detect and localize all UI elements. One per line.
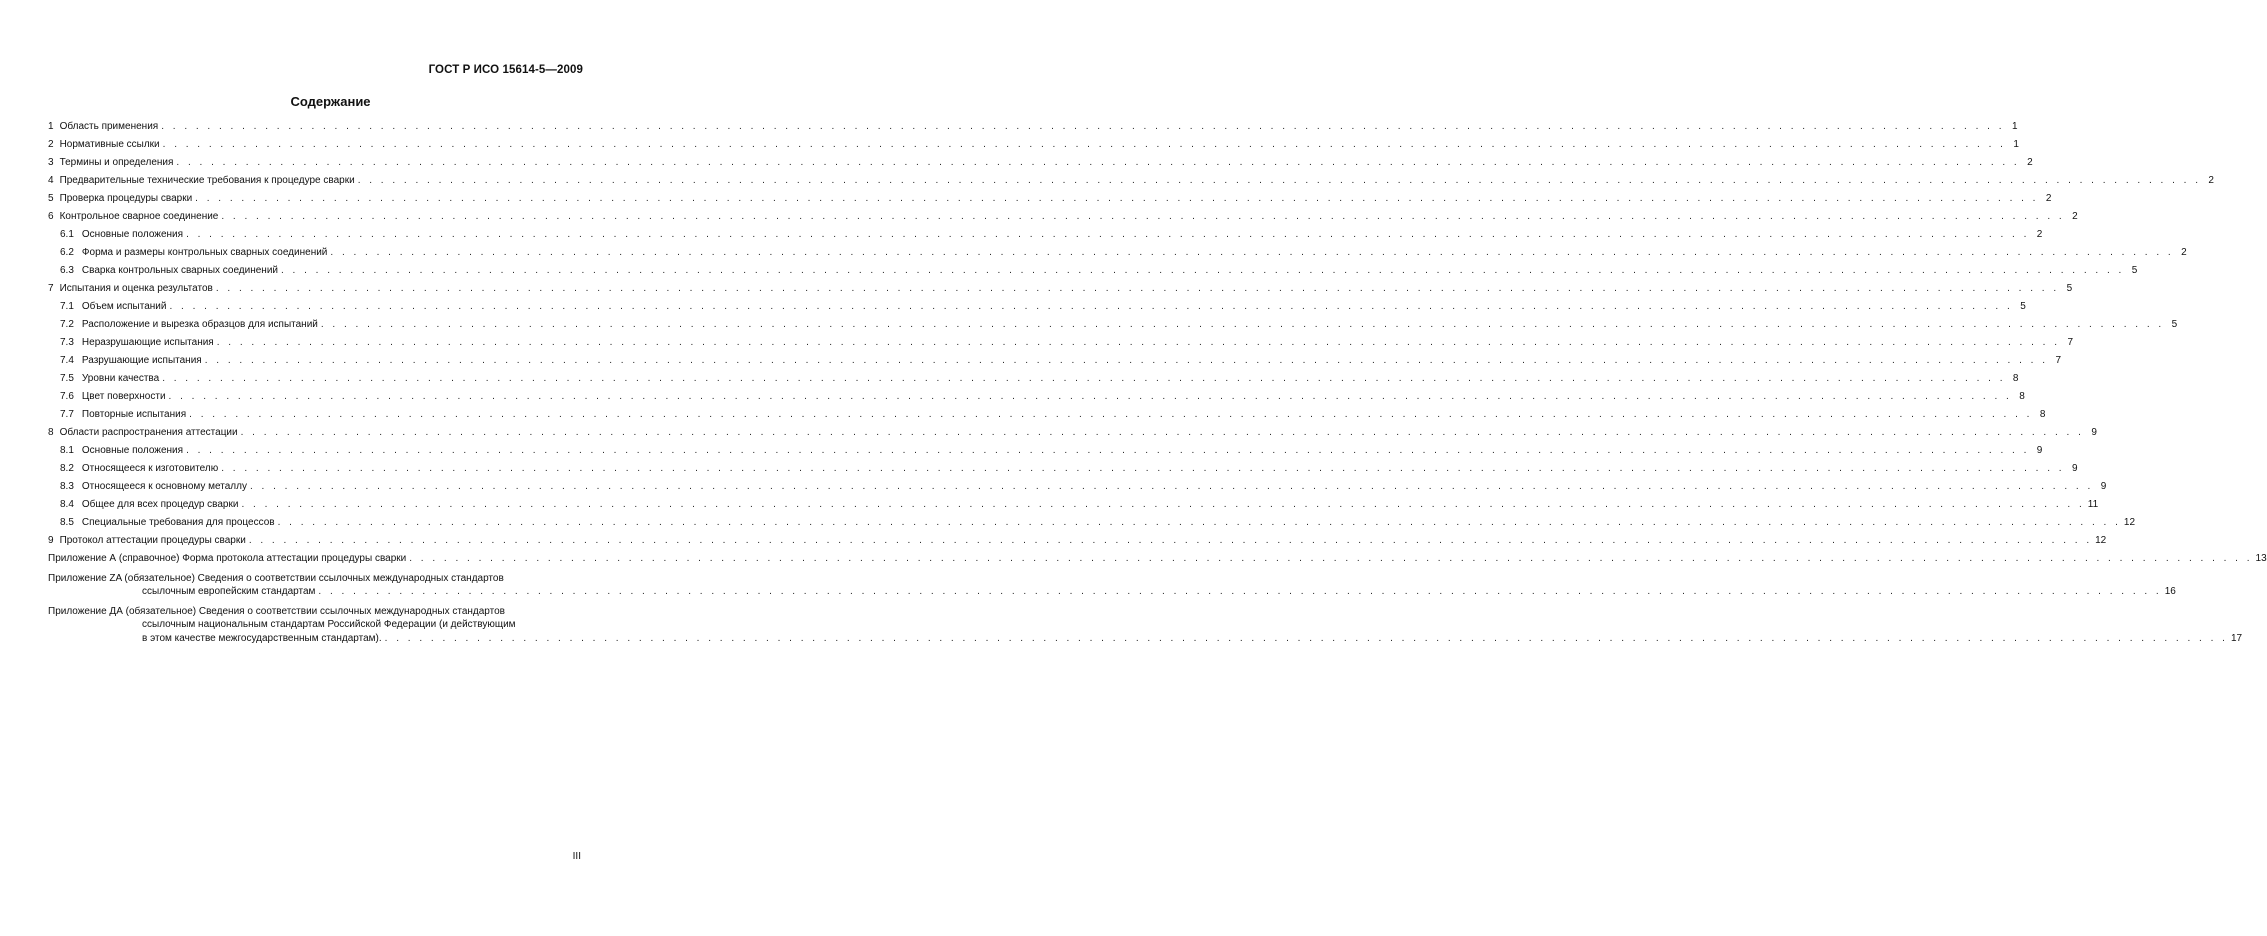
toc-entry-title: Общее для всех процедур сварки bbox=[81, 499, 239, 510]
toc-entry-page: 9 bbox=[2036, 445, 2043, 456]
toc-entry[interactable] bbox=[48, 156, 2033, 169]
toc-entry-title: Специальные требования для процессов bbox=[81, 517, 275, 528]
toc-entry[interactable] bbox=[48, 462, 2078, 475]
toc-entry[interactable] bbox=[48, 354, 2062, 367]
toc-entry-number: 3 bbox=[48, 157, 54, 168]
toc-entry-number: 4 bbox=[48, 175, 54, 186]
toc-entry-title: Испытания и оценка результатов bbox=[59, 283, 213, 294]
toc-entry[interactable] bbox=[48, 444, 2043, 457]
dot-leader: . . . . . . . . . . . . . . . . . . . . . . . . . . . . . . . . . . . . . . . . . . . . . . . . . . . . . . . . . . . . . . . . . . . . . . . . . . . . . . . . . . . . . . . . . . . . . . . . . . . . . . . . . . . . . . . . . . . . . . . . . . . . . . . . . . . . . . . . . . . . . . . . . . . . . . . . . . . . . . . . bbox=[215, 283, 2060, 294]
dot-leader: . . . . . . . . . . . . . . . . . . . . . . . . . . . . . . . . . . . . . . . . . . . . . . . . . . . . . . . . . . . . . . . . . . . . . . . . . . . . . . . . . . . . . . . . . . . . . . . . . . . . . . . . . . . . . . . . . . . . . . . . . . . . . . . . . . . . . . . . . . . . . . . . . . . . . . . . . . . . . . . . bbox=[409, 553, 2253, 564]
toc-entry[interactable] bbox=[48, 318, 2178, 331]
standard-code: ГОСТ Р ИСО 15614-5—2009 bbox=[428, 64, 583, 76]
toc-entry-page: 12 bbox=[2095, 535, 2107, 546]
dot-leader: . . . . . . . . . . . . . . . . . . . . . . . . . . . . . . . . . . . . . . . . . . . . . . . . . . . . . . . . . . . . . . . . . . . . . . . . . . . . . . . . . . . . . . . . . . . . . . . . . . . . . . . . . . . . . . . . . . . . . . . . . . . . . . . . . . . . . . . . . . . . . . . . . . . . . . . . . . . . . . . . bbox=[162, 139, 2006, 150]
toc-entry[interactable] bbox=[48, 264, 2138, 277]
toc-appendix-page: 13 bbox=[2255, 553, 2267, 564]
dot-leader: . . . . . . . . . . . . . . . . . . . . . . . . . . . . . . . . . . . . . . . . . . . . . . . . . . . . . . . . . . . . . . . . . . . . . . . . . . . . . . . . . . . . . . . . . . . . . . . . . . . . . . . . . . . . . . . . . . . . . . . . . . . . . . . . . . . . . . . . . . . . . . . . . . . . . . . . . . . . . . . . bbox=[320, 319, 2165, 330]
toc-entry-title: Области распространения аттестации bbox=[59, 427, 238, 438]
table-of-contents bbox=[48, 120, 2267, 651]
dot-leader: . . . . . . . . . . . . . . . . . . . . . . . . . . . . . . . . . . . . . . . . . . . . . . . . . . . . . . . . . . . . . . . . . . . . . . . . . . . . . . . . . . . . . . . . . . . . . . . . . . . . . . . . . . . . . . . . . . . . . . . . . . . . . . . . . . . . . . . . . . . . . . . . . . . . . . . . . . . . . . . . bbox=[221, 463, 2065, 474]
toc-entry-number: 8.3 bbox=[60, 481, 74, 492]
toc-entry-page: 7 bbox=[2055, 355, 2062, 366]
toc-entry-number: 1 bbox=[48, 121, 54, 132]
toc-entry-number: 8.2 bbox=[60, 463, 74, 474]
toc-entry-page: 2 bbox=[2045, 193, 2052, 204]
toc-title: Содержание bbox=[290, 94, 371, 109]
toc-entry-title: Форма и размеры контрольных сварных соединений bbox=[81, 247, 328, 258]
dot-leader: . . . . . . . . . . . . . . . . . . . . . . . . . . . . . . . . . . . . . . . . . . . . . . . . . . . . . . . . . . . . . . . . . . . . . . . . . . . . . . . . . . . . . . . . . . . . . . . . . . . . . . . . . . . . . . . . . . . . . . . . . . . . . . . . . . . . . . . . . . . . . . . . . . . . . . . . . . . . . . . . bbox=[281, 265, 2125, 276]
toc-entry-page: 11 bbox=[2087, 499, 2099, 510]
dot-leader: . . . . . . . . . . . . . . . . . . . . . . . . . . . . . . . . . . . . . . . . . . . . . . . . . . . . . . . . . . . . . . . . . . . . . . . . . . . . . . . . . . . . . . . . . . . . . . . . . . . . . . . . . . . . . . . . . . . . . . . . . . . . . . . . . . . . . . . . . . . . . . . . . . . . . . . . . . . . . . . . bbox=[318, 586, 2162, 597]
toc-entry[interactable] bbox=[48, 228, 2043, 241]
dot-leader: . . . . . . . . . . . . . . . . . . . . . . . . . . . . . . . . . . . . . . . . . . . . . . . . . . . . . . . . . . . . . . . . . . . . . . . . . . . . . . . . . . . . . . . . . . . . . . . . . . . . . . . . . . . . . . . . . . . . . . . . . . . . . . . . . . . . . . . . . . . . . . . . . . . . . . . . . . . . . . . . bbox=[186, 445, 2030, 456]
toc-entry-title: Цвет поверхности bbox=[81, 391, 166, 402]
toc-appendix-title: Приложение ДА (обязательное) Сведения о соответствии ссылочных международных стандартов bbox=[48, 605, 505, 617]
toc-entry-page: 2 bbox=[2072, 211, 2078, 222]
toc-entry-title: Основные положения bbox=[81, 229, 184, 240]
toc-appendix[interactable] bbox=[48, 605, 2243, 646]
toc-appendix-continuation: ссылочным национальным стандартам Российской Федерации (и действующим bbox=[142, 619, 516, 630]
toc-entry-page: 5 bbox=[2020, 301, 2026, 312]
toc-entry-title: Относящееся к основному металлу bbox=[81, 481, 247, 492]
toc-entry-title: Повторные испытания bbox=[81, 409, 187, 420]
toc-entry-number: 2 bbox=[48, 139, 54, 150]
toc-appendices bbox=[48, 552, 2267, 645]
toc-entry-title: Термины и определения bbox=[59, 157, 174, 168]
toc-appendix-page: 16 bbox=[2164, 586, 2176, 597]
page-number: III bbox=[572, 851, 581, 862]
toc-entry-page: 12 bbox=[2123, 517, 2136, 528]
toc-entry[interactable] bbox=[48, 390, 2025, 403]
toc-entry[interactable] bbox=[48, 498, 2099, 511]
toc-appendix[interactable] bbox=[48, 552, 2267, 566]
toc-appendix-continuation: ссылочным европейским стандартам bbox=[142, 586, 316, 597]
toc-entry[interactable] bbox=[48, 336, 2074, 349]
dot-leader: . . . . . . . . . . . . . . . . . . . . . . . . . . . . . . . . . . . . . . . . . . . . . . . . . . . . . . . . . . . . . . . . . . . . . . . . . . . . . . . . . . . . . . . . . . . . . . . . . . . . . . . . . . . . . . . . . . . . . . . . . . . . . . . . . . . . . . . . . . . . . . . . . . . . . . . . . . . . . . . . bbox=[161, 121, 2005, 132]
toc-entry-page: 5 bbox=[2171, 319, 2178, 330]
toc-appendix-continuation: в этом качестве межгосударственным стандартам). bbox=[142, 632, 382, 644]
dot-leader: . . . . . . . . . . . . . . . . . . . . . . . . . . . . . . . . . . . . . . . . . . . . . . . . . . . . . . . . . . . . . . . . . . . . . . . . . . . . . . . . . . . . . . . . . . . . . . . . . . . . . . . . . . . . . . . . . . . . . . . . . . . . . . . . . . . . . . . . . . . . . . . . . . . . . . . . . . . . . . . . bbox=[186, 229, 2030, 240]
toc-entry[interactable] bbox=[48, 408, 2046, 421]
toc-appendix-title: Приложение А (справочное) Форма протокола аттестации процедуры сварки bbox=[48, 553, 407, 564]
toc-entry-title: Область применения bbox=[59, 121, 159, 132]
toc-entry-title: Протокол аттестации процедуры сварки bbox=[59, 535, 246, 546]
toc-entry-page: 8 bbox=[2039, 409, 2046, 420]
toc-entry[interactable] bbox=[48, 210, 2078, 223]
toc-entry-number: 8.5 bbox=[60, 517, 74, 528]
dot-leader: . . . . . . . . . . . . . . . . . . . . . . . . . . . . . . . . . . . . . . . . . . . . . . . . . . . . . . . . . . . . . . . . . . . . . . . . . . . . . . . . . . . . . . . . . . . . . . . . . . . . . . . . . . . . . . . . . . . . . . . . . . . . . . . . . . . . . . . . . . . . . . . . . . . . . . . . . . . . . . . . bbox=[189, 409, 2033, 420]
dot-leader: . . . . . . . . . . . . . . . . . . . . . . . . . . . . . . . . . . . . . . . . . . . . . . . . . . . . . . . . . . . . . . . . . . . . . . . . . . . . . . . . . . . . . . . . . . . . . . . . . . . . . . . . . . . . . . . . . . . . . . . . . . . . . . . . . . . . . . . . . . . . . . . . . . . . . . . . . . . . . . . . bbox=[204, 355, 2049, 366]
toc-entry-page: 1 bbox=[2011, 121, 2018, 132]
toc-entry-page: 5 bbox=[2131, 265, 2138, 276]
toc-entry[interactable] bbox=[48, 516, 2136, 529]
toc-entry-number: 7 bbox=[48, 283, 54, 294]
dot-leader: . . . . . . . . . . . . . . . . . . . . . . . . . . . . . . . . . . . . . . . . . . . . . . . . . . . . . . . . . . . . . . . . . . . . . . . . . . . . . . . . . . . . . . . . . . . . . . . . . . . . . . . . . . . . . . . . . . . . . . . . . . . . . . . . . . . . . . . . . . . . . . . . . . . . . . . . . . . . . . . . bbox=[216, 337, 2061, 348]
toc-entry-number: 7.1 bbox=[60, 301, 74, 312]
dot-leader: . . . . . . . . . . . . . . . . . . . . . . . . . . . . . . . . . . . . . . . . . . . . . . . . . . . . . . . . . . . . . . . . . . . . . . . . . . . . . . . . . . . . . . . . . . . . . . . . . . . . . . . . . . . . . . . . . . . . . . . . . . . . . . . . . . . . . . . . . . . . . . . . . . . . . . . . . . . . . . . . bbox=[384, 632, 2228, 644]
toc-entry-number: 7.3 bbox=[60, 337, 74, 348]
toc-entry[interactable] bbox=[48, 174, 2214, 187]
dot-leader: . . . . . . . . . . . . . . . . . . . . . . . . . . . . . . . . . . . . . . . . . . . . . . . . . . . . . . . . . . . . . . . . . . . . . . . . . . . . . . . . . . . . . . . . . . . . . . . . . . . . . . . . . . . . . . . . . . . . . . . . . . . . . . . . . . . . . . . . . . . . . . . . . . . . . . . . . . . . . . . . bbox=[168, 391, 2012, 402]
toc-entry-page: 8 bbox=[2019, 391, 2025, 402]
dot-leader: . . . . . . . . . . . . . . . . . . . . . . . . . . . . . . . . . . . . . . . . . . . . . . . . . . . . . . . . . . . . . . . . . . . . . . . . . . . . . . . . . . . . . . . . . . . . . . . . . . . . . . . . . . . . . . . . . . . . . . . . . . . . . . . . . . . . . . . . . . . . . . . . . . . . . . . . . . . . . . . . bbox=[162, 373, 2006, 384]
toc-entry-page: 9 bbox=[2100, 481, 2107, 492]
toc-entries bbox=[48, 120, 2214, 547]
toc-entry-page: 9 bbox=[2091, 427, 2097, 438]
dot-leader: . . . . . . . . . . . . . . . . . . . . . . . . . . . . . . . . . . . . . . . . . . . . . . . . . . . . . . . . . . . . . . . . . . . . . . . . . . . . . . . . . . . . . . . . . . . . . . . . . . . . . . . . . . . . . . . . . . . . . . . . . . . . . . . . . . . . . . . . . . . . . . . . . . . . . . . . . . . . . . . . bbox=[248, 535, 2093, 546]
toc-entry-number: 9 bbox=[48, 535, 54, 546]
toc-entry-number: 6.1 bbox=[60, 229, 74, 240]
toc-entry-page: 2 bbox=[2208, 175, 2214, 186]
dot-leader: . . . . . . . . . . . . . . . . . . . . . . . . . . . . . . . . . . . . . . . . . . . . . . . . . . . . . . . . . . . . . . . . . . . . . . . . . . . . . . . . . . . . . . . . . . . . . . . . . . . . . . . . . . . . . . . . . . . . . . . . . . . . . . . . . . . . . . . . . . . . . . . . . . . . . . . . . . . . . . . . bbox=[176, 157, 2020, 168]
toc-entry-number: 7.6 bbox=[60, 391, 74, 402]
toc-entry-title: Нормативные ссылки bbox=[59, 139, 160, 150]
toc-entry-page: 7 bbox=[2067, 337, 2074, 348]
toc-entry[interactable] bbox=[48, 192, 2052, 205]
dot-leader: . . . . . . . . . . . . . . . . . . . . . . . . . . . . . . . . . . . . . . . . . . . . . . . . . . . . . . . . . . . . . . . . . . . . . . . . . . . . . . . . . . . . . . . . . . . . . . . . . . . . . . . . . . . . . . . . . . . . . . . . . . . . . . . . . . . . . . . . . . . . . . . . . . . . . . . . . . . . . . . . bbox=[249, 481, 2094, 492]
toc-entry-page: 5 bbox=[2066, 283, 2073, 294]
toc-entry[interactable] bbox=[48, 120, 2018, 133]
toc-entry-number: 8.1 bbox=[60, 445, 74, 456]
dot-leader: . . . . . . . . . . . . . . . . . . . . . . . . . . . . . . . . . . . . . . . . . . . . . . . . . . . . . . . . . . . . . . . . . . . . . . . . . . . . . . . . . . . . . . . . . . . . . . . . . . . . . . . . . . . . . . . . . . . . . . . . . . . . . . . . . . . . . . . . . . . . . . . . . . . . . . . . . . . . . . . . bbox=[241, 499, 2085, 510]
toc-entry-title: Объем испытаний bbox=[81, 301, 167, 312]
dot-leader: . . . . . . . . . . . . . . . . . . . . . . . . . . . . . . . . . . . . . . . . . . . . . . . . . . . . . . . . . . . . . . . . . . . . . . . . . . . . . . . . . . . . . . . . . . . . . . . . . . . . . . . . . . . . . . . . . . . . . . . . . . . . . . . . . . . . . . . . . . . . . . . . . . . . . . . . . . . . . . . . bbox=[169, 301, 2013, 312]
toc-entry-page: 2 bbox=[2181, 247, 2187, 258]
toc-entry-page: 1 bbox=[2013, 139, 2019, 150]
toc-entry-title: Основные положения bbox=[81, 445, 184, 456]
toc-entry-title: Относящееся к изготовителю bbox=[81, 463, 219, 474]
toc-entry[interactable] bbox=[48, 426, 2097, 439]
toc-appendix-title: Приложение ZA (обязательное) Сведения о соответствии ссылочных международных стандартов bbox=[48, 572, 504, 584]
toc-entry-page: 9 bbox=[2071, 463, 2078, 474]
toc-entry[interactable] bbox=[48, 300, 2026, 313]
toc-appendix-page: 17 bbox=[2230, 632, 2243, 644]
toc-entry[interactable] bbox=[48, 480, 2107, 493]
toc-entry-title: Сварка контрольных сварных соединений bbox=[81, 265, 278, 276]
toc-entry-title: Контрольное сварное соединение bbox=[59, 211, 219, 222]
toc-entry-title: Предварительные технические требования к процедуре сварки bbox=[59, 175, 355, 186]
toc-entry[interactable] bbox=[48, 138, 2019, 151]
toc-entry-page: 2 bbox=[2027, 157, 2033, 168]
toc-entry-number: 7.5 bbox=[60, 373, 74, 384]
toc-entry-number: 8.4 bbox=[60, 499, 74, 510]
toc-entry-title: Разрушающие испытания bbox=[81, 355, 202, 366]
dot-leader: . . . . . . . . . . . . . . . . . . . . . . . . . . . . . . . . . . . . . . . . . . . . . . . . . . . . . . . . . . . . . . . . . . . . . . . . . . . . . . . . . . . . . . . . . . . . . . . . . . . . . . . . . . . . . . . . . . . . . . . . . . . . . . . . . . . . . . . . . . . . . . . . . . . . . . . . . . . . . . . . bbox=[357, 175, 2201, 186]
toc-entry[interactable] bbox=[48, 282, 2073, 295]
dot-leader: . . . . . . . . . . . . . . . . . . . . . . . . . . . . . . . . . . . . . . . . . . . . . . . . . . . . . . . . . . . . . . . . . . . . . . . . . . . . . . . . . . . . . . . . . . . . . . . . . . . . . . . . . . . . . . . . . . . . . . . . . . . . . . . . . . . . . . . . . . . . . . . . . . . . . . . . . . . . . . . . bbox=[240, 427, 2084, 438]
toc-entry[interactable] bbox=[48, 246, 2187, 259]
toc-entry[interactable] bbox=[48, 372, 2019, 385]
dot-leader: . . . . . . . . . . . . . . . . . . . . . . . . . . . . . . . . . . . . . . . . . . . . . . . . . . . . . . . . . . . . . . . . . . . . . . . . . . . . . . . . . . . . . . . . . . . . . . . . . . . . . . . . . . . . . . . . . . . . . . . . . . . . . . . . . . . . . . . . . . . . . . . . . . . . . . . . . . . . . . . . bbox=[195, 193, 2039, 204]
toc-entry-title: Расположение и вырезка образцов для испытаний bbox=[81, 319, 318, 330]
dot-leader: . . . . . . . . . . . . . . . . . . . . . . . . . . . . . . . . . . . . . . . . . . . . . . . . . . . . . . . . . . . . . . . . . . . . . . . . . . . . . . . . . . . . . . . . . . . . . . . . . . . . . . . . . . . . . . . . . . . . . . . . . . . . . . . . . . . . . . . . . . . . . . . . . . . . . . . . . . . . . . . . bbox=[277, 517, 2121, 528]
dot-leader: . . . . . . . . . . . . . . . . . . . . . . . . . . . . . . . . . . . . . . . . . . . . . . . . . . . . . . . . . . . . . . . . . . . . . . . . . . . . . . . . . . . . . . . . . . . . . . . . . . . . . . . . . . . . . . . . . . . . . . . . . . . . . . . . . . . . . . . . . . . . . . . . . . . . . . . . . . . . . . . . bbox=[330, 247, 2174, 258]
toc-entry-number: 7.4 bbox=[60, 355, 74, 366]
toc-entry-page: 2 bbox=[2036, 229, 2043, 240]
toc-entry-number: 7.7 bbox=[60, 409, 74, 420]
toc-entry[interactable] bbox=[48, 534, 2107, 547]
toc-entry-title: Уровни качества bbox=[81, 373, 160, 384]
toc-appendix[interactable] bbox=[48, 572, 2176, 599]
toc-entry-page: 8 bbox=[2012, 373, 2019, 384]
toc-entry-number: 6.3 bbox=[60, 265, 74, 276]
toc-entry-number: 8 bbox=[48, 427, 54, 438]
toc-entry-title: Неразрушающие испытания bbox=[81, 337, 214, 348]
dot-leader: . . . . . . . . . . . . . . . . . . . . . . . . . . . . . . . . . . . . . . . . . . . . . . . . . . . . . . . . . . . . . . . . . . . . . . . . . . . . . . . . . . . . . . . . . . . . . . . . . . . . . . . . . . . . . . . . . . . . . . . . . . . . . . . . . . . . . . . . . . . . . . . . . . . . . . . . . . . . . . . . bbox=[221, 211, 2065, 222]
toc-entry-number: 6.2 bbox=[60, 247, 74, 258]
toc-entry-number: 6 bbox=[48, 211, 54, 222]
toc-entry-title: Проверка процедуры сварки bbox=[59, 193, 193, 204]
toc-entry-number: 5 bbox=[48, 193, 54, 204]
toc-entry-number: 7.2 bbox=[60, 319, 74, 330]
